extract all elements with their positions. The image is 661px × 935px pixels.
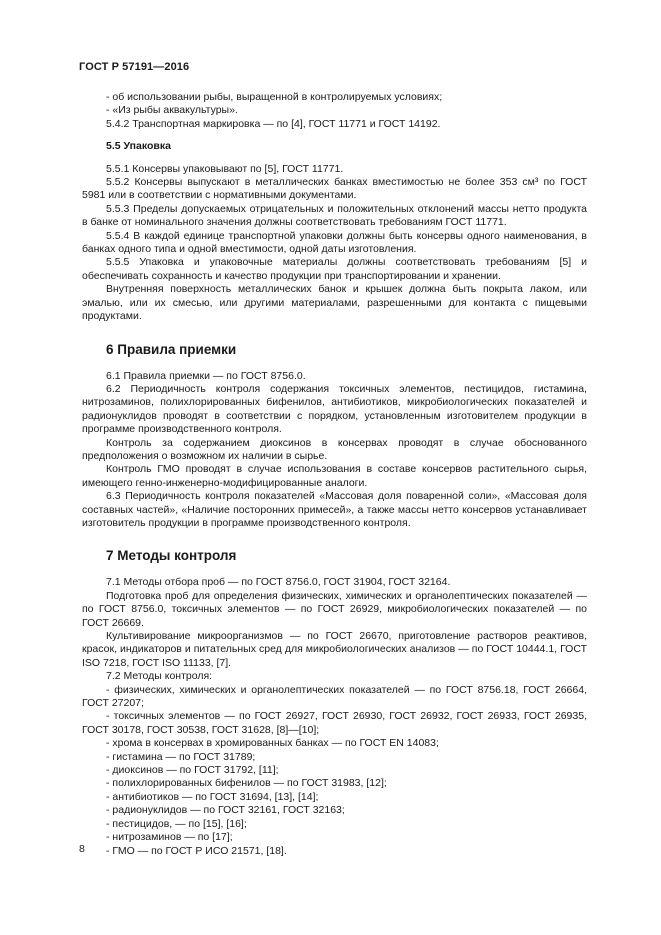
section-heading: 5.5 Упаковка bbox=[106, 140, 171, 153]
chapter-heading: 6 Правила приемки bbox=[106, 341, 237, 357]
list-item: - ГМО — по ГОСТ Р ИСО 21571, [18]. bbox=[106, 844, 287, 857]
paragraph: Внутренняя поверхность металлических банок и крышек должна быть покрыта лаком, или эмалью, или их смесью, или другими материалами, разрешенными для контакта с пищевыми продуктами. bbox=[82, 283, 587, 323]
paragraph: 5.5.4 В каждой единице транспортной упаковки должны быть консервы одного наименования, в банках одного типа и одной вместимости, одной даты изготовления. bbox=[82, 229, 587, 256]
list-item: - радионуклидов — по ГОСТ 32161, ГОСТ 32163; bbox=[106, 804, 345, 817]
list-item: - физических, химических и органолептических показателей — по ГОСТ 8756.18, ГОСТ 26664, ГОСТ 27207; bbox=[82, 683, 587, 710]
document-body bbox=[82, 91, 587, 858]
paragraph: 6.3 Периодичность контроля показателей «Массовая доля поваренной соли», «Массовая доля составных частей», «Наличие посторонних примесей», а также массы нетто консервов устанавливает изготовитель продукции в программе производственного контроля. bbox=[82, 490, 587, 529]
list-item: - пестицидов, — по [15], [16]; bbox=[106, 817, 247, 830]
list-item: - нитрозаминов — по [17]; bbox=[106, 831, 233, 844]
chapter-heading: 7 Методы контроля bbox=[106, 548, 237, 564]
paragraph: 5.5.5 Упаковка и упаковочные материалы должны соответствовать требованиям [5] и обеспечивать сохранность и качество продукции при транспортировании и хранении. bbox=[82, 256, 587, 282]
paragraph: Контроль за содержанием диоксинов в консервах проводят в случае обоснованного предположения о возможном их наличии в сырье. bbox=[82, 436, 587, 462]
list-item: - антибиотиков — по ГОСТ 31694, [13], [14]; bbox=[106, 790, 319, 803]
list-item: - токсичных элементов — по ГОСТ 26927, ГОСТ 26930, ГОСТ 26932, ГОСТ 26933, ГОСТ 26935, ГОСТ 30178, ГОСТ 30538, ГОСТ 31628, [8]—[10]; bbox=[82, 710, 587, 736]
document-header: ГОСТ Р 57191—2016 bbox=[79, 61, 190, 73]
paragraph: 7.1 Методы отбора проб — по ГОСТ 8756.0, ГОСТ 31904, ГОСТ 32164. bbox=[106, 576, 451, 589]
paragraph: Подготовка проб для определения физических, химических и органолептических показателей — по ГОСТ 8756.0, токсичных элементов — по ГОСТ 26929, микробиологических показателей — по ГОСТ 26669. bbox=[82, 589, 587, 629]
paragraph: 5.4.2 Транспортная маркировка — по [4], ГОСТ 11771 и ГОСТ 14192. bbox=[106, 117, 441, 130]
paragraph: 6.1 Правила приемки — по ГОСТ 8756.0. bbox=[106, 369, 306, 382]
list-item: - полихлорированных бифенилов — по ГОСТ 31983, [12]; bbox=[106, 777, 387, 790]
page-number: 8 bbox=[79, 843, 85, 855]
list-item: - об использовании рыбы, выращенной в контролируемых условиях; bbox=[106, 91, 443, 103]
list-item: - «Из рыбы аквакультуры». bbox=[106, 104, 238, 117]
paragraph: 5.5.3 Пределы допускаемых отрицательных и положительных отклонений массы нетто продукта в банке от номинального значения должны соответствовать требованиям ГОСТ 11771. bbox=[82, 202, 587, 229]
paragraph: Контроль ГМО проводят в случае использования в составе консервов растительного сырья, имеющего генно-инженерно-модифицированные аналоги. bbox=[82, 463, 587, 489]
paragraph: 6.2 Периодичность контроля содержания токсичных элементов, пестицидов, гистамина, нитрозаминов, полихлорированных бифенилов, антибиотиков, микробиологических показателей и радионуклидов проводят в соответствии с порядком, установленным изготовителем продукции в программе производственного контроля. bbox=[82, 382, 587, 436]
paragraph: 5.5.1 Консервы упаковывают по [5], ГОСТ 11771. bbox=[106, 162, 344, 175]
paragraph: 5.5.2 Консервы выпускают в металлических банках вместимостью не более 353 см³ по ГОСТ 5981 или в соответствии с нормативными документами. bbox=[82, 176, 587, 202]
paragraph: Культивирование микроорганизмов — по ГОСТ 26670, приготовление растворов реактивов, красок, индикаторов и питательных сред для микробиологических анализов — по ГОСТ 10444.1, ГОСТ ISO 7218, ГОСТ ISO 11133, [7]. bbox=[82, 630, 587, 669]
list-item: - диоксинов — по ГОСТ 31792, [11]; bbox=[106, 764, 279, 777]
list-item: - гистамина — по ГОСТ 31789; bbox=[106, 750, 256, 763]
list-item: - хрома в консервах в хромированных банках — по ГОСТ EN 14083; bbox=[106, 737, 439, 750]
paragraph: 7.2 Методы контроля: bbox=[106, 670, 213, 683]
